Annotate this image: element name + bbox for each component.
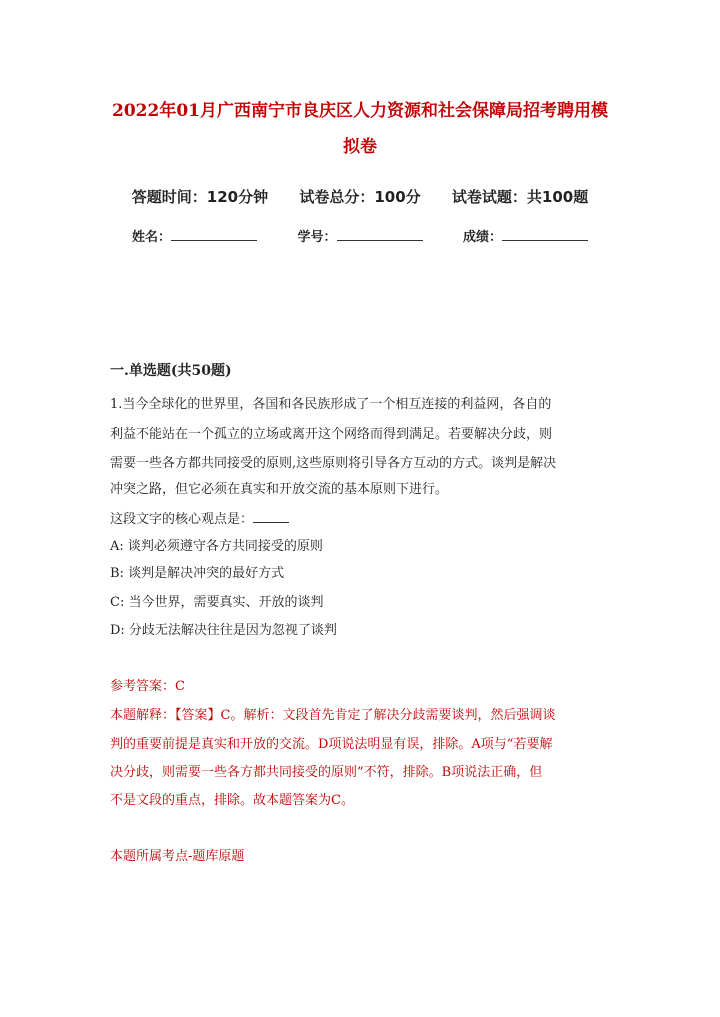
option-d: D: 分歧无法解决往往是因为忽视了谈判 <box>110 623 337 638</box>
question-topic: 本题所属考点-题库原题 <box>110 849 245 864</box>
student-id-field <box>297 226 422 245</box>
explanation-line: 决分歧，则需要一些各方都共同接受的原则”不符，排除。B项说法正确，但 <box>110 765 543 780</box>
candidate-fields <box>0 226 720 245</box>
name-label: 姓名： <box>131 230 171 245</box>
answer-blank <box>253 511 289 523</box>
score-blank <box>502 228 588 241</box>
explanation-line: 本题解释：【答案】C。解析：文段首先肯定了解决分歧需要谈判，然后强调谈 <box>110 708 556 723</box>
student-id-blank <box>337 228 423 241</box>
explanation-line: 不是文段的重点，排除。故本题答案为C。 <box>110 793 354 808</box>
option-c: C: 当今世界，需要真实、开放的谈判 <box>110 595 324 610</box>
question-stem-line: 冲突之路，但它必须在真实和开放交流的基本原则下进行。 <box>110 482 449 497</box>
section-heading: 一.单选题(共50题) <box>110 363 232 379</box>
name-field <box>132 226 257 245</box>
reference-answer: 参考答案：C <box>110 679 185 694</box>
exam-total-score: 试卷总分：100分 <box>299 188 421 206</box>
question-stem-line: 1.当今全球化的世界里，各国和各民族形成了一个相互连接的利益网，各自的 <box>110 397 552 412</box>
score-field <box>463 226 588 245</box>
explanation-line: 判的重要前提是真实和开放的交流。D项说法明显有误，排除。A项与“若要解 <box>110 737 553 752</box>
score-label: 成绩： <box>463 230 503 245</box>
question-stem-line: 利益不能站在一个孤立的立场或离开这个网络而得到满足。若要解决分歧，则 <box>110 427 553 442</box>
document-title-line2: 拟卷 <box>343 137 377 157</box>
option-b: B: 谈判是解决冲突的最好方式 <box>110 566 285 581</box>
exam-time: 答题时间：120分钟 <box>131 188 269 206</box>
exam-total-questions: 试卷试题：共100题 <box>451 188 589 206</box>
question-prompt: 这段文字的核心观点是： <box>110 512 254 527</box>
question-stem-line: 需要一些各方都共同接受的原则,这些原则将引导各方互动的方式。谈判是解决 <box>110 456 557 471</box>
question-prompt-line <box>110 511 289 528</box>
document-title-line1: 2022年01月广西南宁市良庆区人力资源和社会保障局招考聘用模 <box>112 101 608 121</box>
option-a: A: 谈判必须遵守各方共同接受的原则 <box>110 539 323 554</box>
student-id-label: 学号： <box>297 230 337 245</box>
name-blank <box>171 228 257 241</box>
exam-meta <box>0 186 720 207</box>
